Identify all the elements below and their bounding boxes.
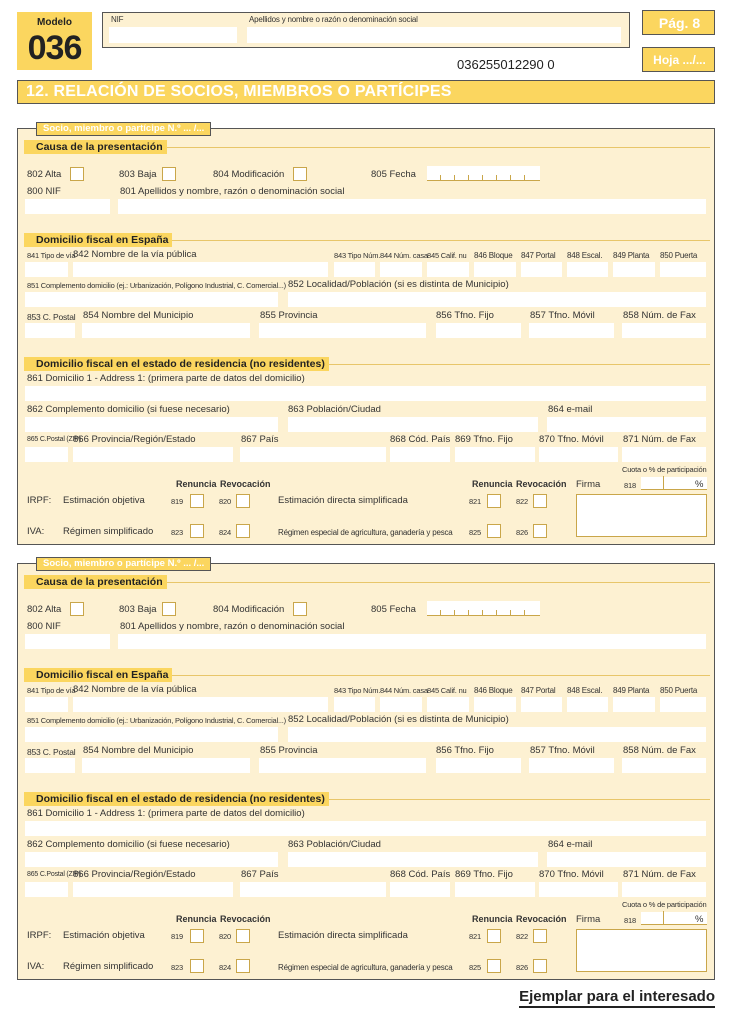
fecha-field[interactable] — [427, 601, 540, 616]
prov-region-label: 866 Provincia/Región/Estado — [73, 869, 196, 880]
planta-label: 849 Planta — [613, 686, 650, 695]
fax-es-label: 858 Núm. de Fax — [623, 310, 696, 321]
tfno-movil-es-label: 857 Tfno. Móvil — [530, 310, 595, 321]
cod-pais-label: 868 Cód. País — [390, 869, 451, 880]
provincia-label: 855 Provincia — [260, 745, 318, 756]
block-tab-2: Socio, miembro o partícipe N.º ... /... — [36, 557, 211, 571]
puerta-label: 850 Puerta — [660, 686, 698, 695]
modificacion-label: 804 Modificación — [213, 604, 285, 615]
cpostal-zip-field[interactable] — [25, 882, 68, 897]
domicilio-res-title: Domicilio fiscal en el estado de residencia (no residentes) — [24, 357, 329, 371]
complemento-es-label: 851 Complemento domicilio (ej.: Urbanización, Polígono Industrial, C. Comercial...) — [27, 716, 286, 725]
tfno-movil-es-field[interactable] — [529, 758, 614, 773]
portal-field[interactable] — [521, 697, 562, 712]
modelo-label: Modelo — [37, 17, 72, 28]
tipo-num-field[interactable] — [334, 697, 375, 712]
modificacion-checkbox[interactable] — [293, 602, 307, 616]
calif-nu-field[interactable] — [427, 262, 469, 277]
tipo-via-field[interactable] — [25, 262, 68, 277]
baja-checkbox[interactable] — [162, 167, 176, 181]
complemento-res-field[interactable] — [25, 852, 278, 867]
code-824: 824 — [219, 528, 231, 537]
puerta-field[interactable] — [660, 697, 706, 712]
apellidos-label: 801 Apellidos y nombre, razón o denominación social — [120, 186, 345, 197]
calif-nu-field[interactable] — [427, 697, 469, 712]
num-casa-field[interactable] — [380, 697, 422, 712]
calif-nu-label: 845 Calif. nu — [427, 686, 467, 695]
domicilio1-field[interactable] — [25, 821, 706, 836]
code-823: 823 — [171, 963, 183, 972]
calif-nu-label: 845 Calif. nu — [427, 251, 467, 260]
nombre-via-field[interactable] — [73, 262, 328, 277]
code-819: 819 — [171, 932, 183, 941]
causa-title: Causa de la presentación — [24, 140, 167, 154]
fax-es-field[interactable] — [622, 323, 706, 338]
cuota-code: 818 — [624, 481, 636, 490]
fax-res-field[interactable] — [622, 882, 706, 897]
modelo-box — [17, 12, 92, 70]
code-822: 822 — [516, 497, 528, 506]
estimacion-directa-label: Estimación directa simplificada — [278, 930, 408, 941]
checkbox-820[interactable] — [236, 929, 250, 943]
cpostal-zip-label: 865 C.Postal (ZIP) — [27, 436, 81, 443]
num-casa-label: 844 Núm. casa — [380, 686, 428, 695]
pais-field[interactable] — [240, 447, 386, 462]
estimacion-objetiva-label: Estimación objetiva — [63, 495, 145, 506]
tfno-movil-res-label: 870 Tfno. Móvil — [539, 869, 604, 880]
renuncia-header-2: Renuncia — [472, 479, 513, 489]
tipo-num-label: 843 Tipo Núm. — [334, 251, 381, 260]
num-casa-label: 844 Núm. casa — [380, 251, 428, 260]
bloque-label: 846 Bloque — [474, 251, 513, 260]
portal-field[interactable] — [521, 262, 562, 277]
domicilio1-field[interactable] — [25, 386, 706, 401]
hoja-badge — [642, 47, 715, 72]
localidad-label: 852 Localidad/Población (si es distinta de Municipio) — [288, 279, 509, 290]
municipio-field[interactable] — [82, 758, 250, 773]
prov-region-field[interactable] — [73, 447, 233, 462]
modificacion-checkbox[interactable] — [293, 167, 307, 181]
poblacion-field[interactable] — [288, 417, 538, 432]
tipo-via-label: 841 Tipo de vía — [27, 686, 76, 695]
renuncia-header-1: Renuncia — [176, 479, 217, 489]
revocacion-header-1: Revocación — [220, 914, 271, 924]
checkbox-826[interactable] — [533, 524, 547, 538]
checkbox-823[interactable] — [190, 524, 204, 538]
code-820: 820 — [219, 932, 231, 941]
causa-title: Causa de la presentación — [24, 575, 167, 589]
tfno-movil-res-field[interactable] — [539, 882, 618, 897]
fax-res-field[interactable] — [622, 447, 706, 462]
alta-label: 802 Alta — [27, 604, 62, 615]
bloque-label: 846 Bloque — [474, 686, 513, 695]
modelo-number: 036 — [27, 29, 82, 67]
fax-res-label: 871 Núm. de Fax — [623, 869, 696, 880]
complemento-res-label: 862 Complemento domicilio (si fuese necesario) — [27, 839, 230, 850]
alta-checkbox[interactable] — [70, 602, 84, 616]
page-label: Pág. 8 — [658, 15, 701, 31]
localidad-field[interactable] — [288, 727, 706, 742]
cuota-label: Cuota o % de participación — [622, 465, 707, 474]
code-822: 822 — [516, 932, 528, 941]
domicilio-res-title: Domicilio fiscal en el estado de residencia (no residentes) — [24, 792, 329, 806]
num-casa-field[interactable] — [380, 262, 422, 277]
fecha-label: 805 Fecha — [371, 169, 416, 180]
email-label: 864 e-mail — [548, 404, 593, 415]
cuota-code: 818 — [624, 916, 636, 925]
code-823: 823 — [171, 528, 183, 537]
puerta-field[interactable] — [660, 262, 706, 277]
poblacion-field[interactable] — [288, 852, 538, 867]
tipo-num-label: 843 Tipo Núm. — [334, 686, 381, 695]
prov-region-label: 866 Provincia/Región/Estado — [73, 434, 196, 445]
complemento-es-label: 851 Complemento domicilio (ej.: Urbanización, Polígono Industrial, C. Comercial...) — [27, 281, 286, 290]
municipio-field[interactable] — [82, 323, 250, 338]
revocacion-header-2: Revocación — [516, 479, 567, 489]
pais-field[interactable] — [240, 882, 386, 897]
percent-label: % — [695, 479, 704, 490]
pais-label: 867 País — [241, 869, 279, 880]
email-field[interactable] — [547, 417, 706, 432]
tfno-movil-es-label: 857 Tfno. Móvil — [530, 745, 595, 756]
email-label: 864 e-mail — [548, 839, 593, 850]
cpostal-zip-label: 865 C.Postal (ZIP) — [27, 871, 81, 878]
domicilio1-label: 861 Domicilio 1 - Address 1: (primera parte de datos del domicilio) — [27, 373, 305, 384]
code-821: 821 — [469, 932, 481, 941]
planta-field[interactable] — [613, 697, 655, 712]
cod-pais-field[interactable] — [390, 882, 450, 897]
regimen-especial-label: Régimen especial de agricultura, ganadería y pesca — [278, 528, 453, 537]
domicilio-es-title: Domicilio fiscal en España — [24, 668, 172, 682]
checkbox-825[interactable] — [487, 524, 501, 538]
bloque-field[interactable] — [474, 697, 516, 712]
page-badge — [642, 10, 715, 35]
checkbox-826[interactable] — [533, 959, 547, 973]
code-820: 820 — [219, 497, 231, 506]
escal-field[interactable] — [567, 697, 608, 712]
tfno-fijo-es-field[interactable] — [436, 323, 521, 338]
checkbox-822[interactable] — [533, 929, 547, 943]
apellidos-label: 801 Apellidos y nombre, razón o denominación social — [120, 621, 345, 632]
cpostal-label: 853 C. Postal — [27, 747, 76, 757]
cuota-label: Cuota o % de participación — [622, 900, 707, 909]
code-819: 819 — [171, 497, 183, 506]
estimacion-objetiva-label: Estimación objetiva — [63, 930, 145, 941]
cpostal-field[interactable] — [25, 323, 75, 338]
checkbox-825[interactable] — [487, 959, 501, 973]
irpf-label: IRPF: — [27, 495, 52, 506]
planta-field[interactable] — [613, 262, 655, 277]
code-825: 825 — [469, 963, 481, 972]
nif-label: 800 NIF — [27, 621, 61, 632]
revocacion-header-2: Revocación — [516, 914, 567, 924]
hoja-label: Hoja .../... — [653, 53, 706, 67]
regimen-simplificado-label: Régimen simplificado — [63, 526, 154, 537]
firma-label: Firma — [576, 479, 601, 490]
complemento-res-field[interactable] — [25, 417, 278, 432]
iva-label: IVA: — [27, 526, 45, 537]
cpostal-label: 853 C. Postal — [27, 312, 76, 322]
poblacion-label: 863 Población/Ciudad — [288, 404, 381, 415]
checkbox-819[interactable] — [190, 494, 204, 508]
cpostal-field[interactable] — [25, 758, 75, 773]
tfno-fijo-res-label: 869 Tfno. Fijo — [455, 869, 513, 880]
escal-field[interactable] — [567, 262, 608, 277]
baja-checkbox[interactable] — [162, 602, 176, 616]
domicilio-es-title: Domicilio fiscal en España — [24, 233, 172, 247]
tfno-fijo-res-label: 869 Tfno. Fijo — [455, 434, 513, 445]
checkbox-824[interactable] — [236, 959, 250, 973]
tfno-fijo-es-label: 856 Tfno. Fijo — [436, 745, 494, 756]
firma-box[interactable] — [576, 929, 707, 972]
prov-region-field[interactable] — [73, 882, 233, 897]
cod-pais-label: 868 Cód. País — [390, 434, 451, 445]
fax-es-field[interactable] — [622, 758, 706, 773]
fax-es-label: 858 Núm. de Fax — [623, 745, 696, 756]
code-821: 821 — [469, 497, 481, 506]
fecha-field[interactable] — [427, 166, 540, 181]
code-825: 825 — [469, 528, 481, 537]
nombre-via-field[interactable] — [73, 697, 328, 712]
portal-label: 847 Portal — [521, 251, 556, 260]
localidad-label: 852 Localidad/Población (si es distinta de Municipio) — [288, 714, 509, 725]
socio-block-1 — [17, 123, 715, 545]
name-label: Apellidos y nombre o razón o denominación social — [249, 15, 418, 24]
alta-checkbox[interactable] — [70, 167, 84, 181]
municipio-label: 854 Nombre del Municipio — [83, 310, 194, 321]
cod-pais-field[interactable] — [390, 447, 450, 462]
tipo-num-field[interactable] — [334, 262, 375, 277]
irpf-label: IRPF: — [27, 930, 52, 941]
tfno-movil-res-label: 870 Tfno. Móvil — [539, 434, 604, 445]
section-title-bar — [17, 80, 715, 104]
escal-label: 848 Escal. — [567, 251, 603, 260]
cpostal-zip-field[interactable] — [25, 447, 68, 462]
complemento-res-label: 862 Complemento domicilio (si fuese necesario) — [27, 404, 230, 415]
bloque-field[interactable] — [474, 262, 516, 277]
checkbox-821[interactable] — [487, 494, 501, 508]
fecha-label: 805 Fecha — [371, 604, 416, 615]
apellidos-field[interactable] — [118, 199, 706, 214]
block-tab-1: Socio, miembro o partícipe N.º ... /... — [36, 122, 211, 136]
fax-res-label: 871 Núm. de Fax — [623, 434, 696, 445]
localidad-field[interactable] — [288, 292, 706, 307]
tipo-via-field[interactable] — [25, 697, 68, 712]
checkbox-824[interactable] — [236, 524, 250, 538]
nombre-via-label: 842 Nombre de la vía pública — [73, 684, 197, 695]
renuncia-header-2: Renuncia — [472, 914, 513, 924]
email-field[interactable] — [547, 852, 706, 867]
baja-label: 803 Baja — [119, 169, 157, 180]
nif-field[interactable] — [25, 634, 110, 649]
escal-label: 848 Escal. — [567, 686, 603, 695]
apellidos-field[interactable] — [118, 634, 706, 649]
checkbox-822[interactable] — [533, 494, 547, 508]
code-826: 826 — [516, 963, 528, 972]
socio-block-2 — [17, 558, 715, 980]
complemento-es-field[interactable] — [25, 727, 278, 742]
name-field[interactable] — [247, 27, 621, 43]
puerta-label: 850 Puerta — [660, 251, 698, 260]
tipo-via-label: 841 Tipo de vía — [27, 251, 76, 260]
barcode-number: 036255012290 0 — [457, 57, 555, 72]
nif-label: 800 NIF — [27, 186, 61, 197]
estimacion-directa-label: Estimación directa simplificada — [278, 495, 408, 506]
footer-label: Ejemplar para el interesado — [519, 988, 715, 1008]
iva-label: IVA: — [27, 961, 45, 972]
tfno-fijo-es-label: 856 Tfno. Fijo — [436, 310, 494, 321]
complemento-es-field[interactable] — [25, 292, 278, 307]
identification-box — [102, 12, 630, 48]
regimen-simplificado-label: Régimen simplificado — [63, 961, 154, 972]
checkbox-821[interactable] — [487, 929, 501, 943]
provincia-field[interactable] — [259, 758, 426, 773]
pais-label: 867 País — [241, 434, 279, 445]
firma-label: Firma — [576, 914, 601, 925]
planta-label: 849 Planta — [613, 251, 650, 260]
revocacion-header-1: Revocación — [220, 479, 271, 489]
percent-label: % — [695, 914, 704, 925]
firma-box[interactable] — [576, 494, 707, 537]
modificacion-label: 804 Modificación — [213, 169, 285, 180]
portal-label: 847 Portal — [521, 686, 556, 695]
nif-field[interactable] — [109, 27, 237, 43]
code-824: 824 — [219, 963, 231, 972]
tfno-movil-es-field[interactable] — [529, 323, 614, 338]
tfno-movil-res-field[interactable] — [539, 447, 618, 462]
provincia-label: 855 Provincia — [260, 310, 318, 321]
tfno-fijo-res-field[interactable] — [455, 882, 535, 897]
checkbox-820[interactable] — [236, 494, 250, 508]
baja-label: 803 Baja — [119, 604, 157, 615]
poblacion-label: 863 Población/Ciudad — [288, 839, 381, 850]
nif-field[interactable] — [25, 199, 110, 214]
domicilio1-label: 861 Domicilio 1 - Address 1: (primera parte de datos del domicilio) — [27, 808, 305, 819]
tfno-fijo-es-field[interactable] — [436, 758, 521, 773]
provincia-field[interactable] — [259, 323, 426, 338]
code-826: 826 — [516, 528, 528, 537]
alta-label: 802 Alta — [27, 169, 62, 180]
municipio-label: 854 Nombre del Municipio — [83, 745, 194, 756]
nif-label: NIF — [111, 15, 124, 24]
section-title: 12. RELACIÓN DE SOCIOS, MIEMBROS O PARTÍCIPES — [26, 83, 452, 100]
regimen-especial-label: Régimen especial de agricultura, ganadería y pesca — [278, 963, 453, 972]
checkbox-823[interactable] — [190, 959, 204, 973]
checkbox-819[interactable] — [190, 929, 204, 943]
renuncia-header-1: Renuncia — [176, 914, 217, 924]
nombre-via-label: 842 Nombre de la vía pública — [73, 249, 197, 260]
tfno-fijo-res-field[interactable] — [455, 447, 535, 462]
